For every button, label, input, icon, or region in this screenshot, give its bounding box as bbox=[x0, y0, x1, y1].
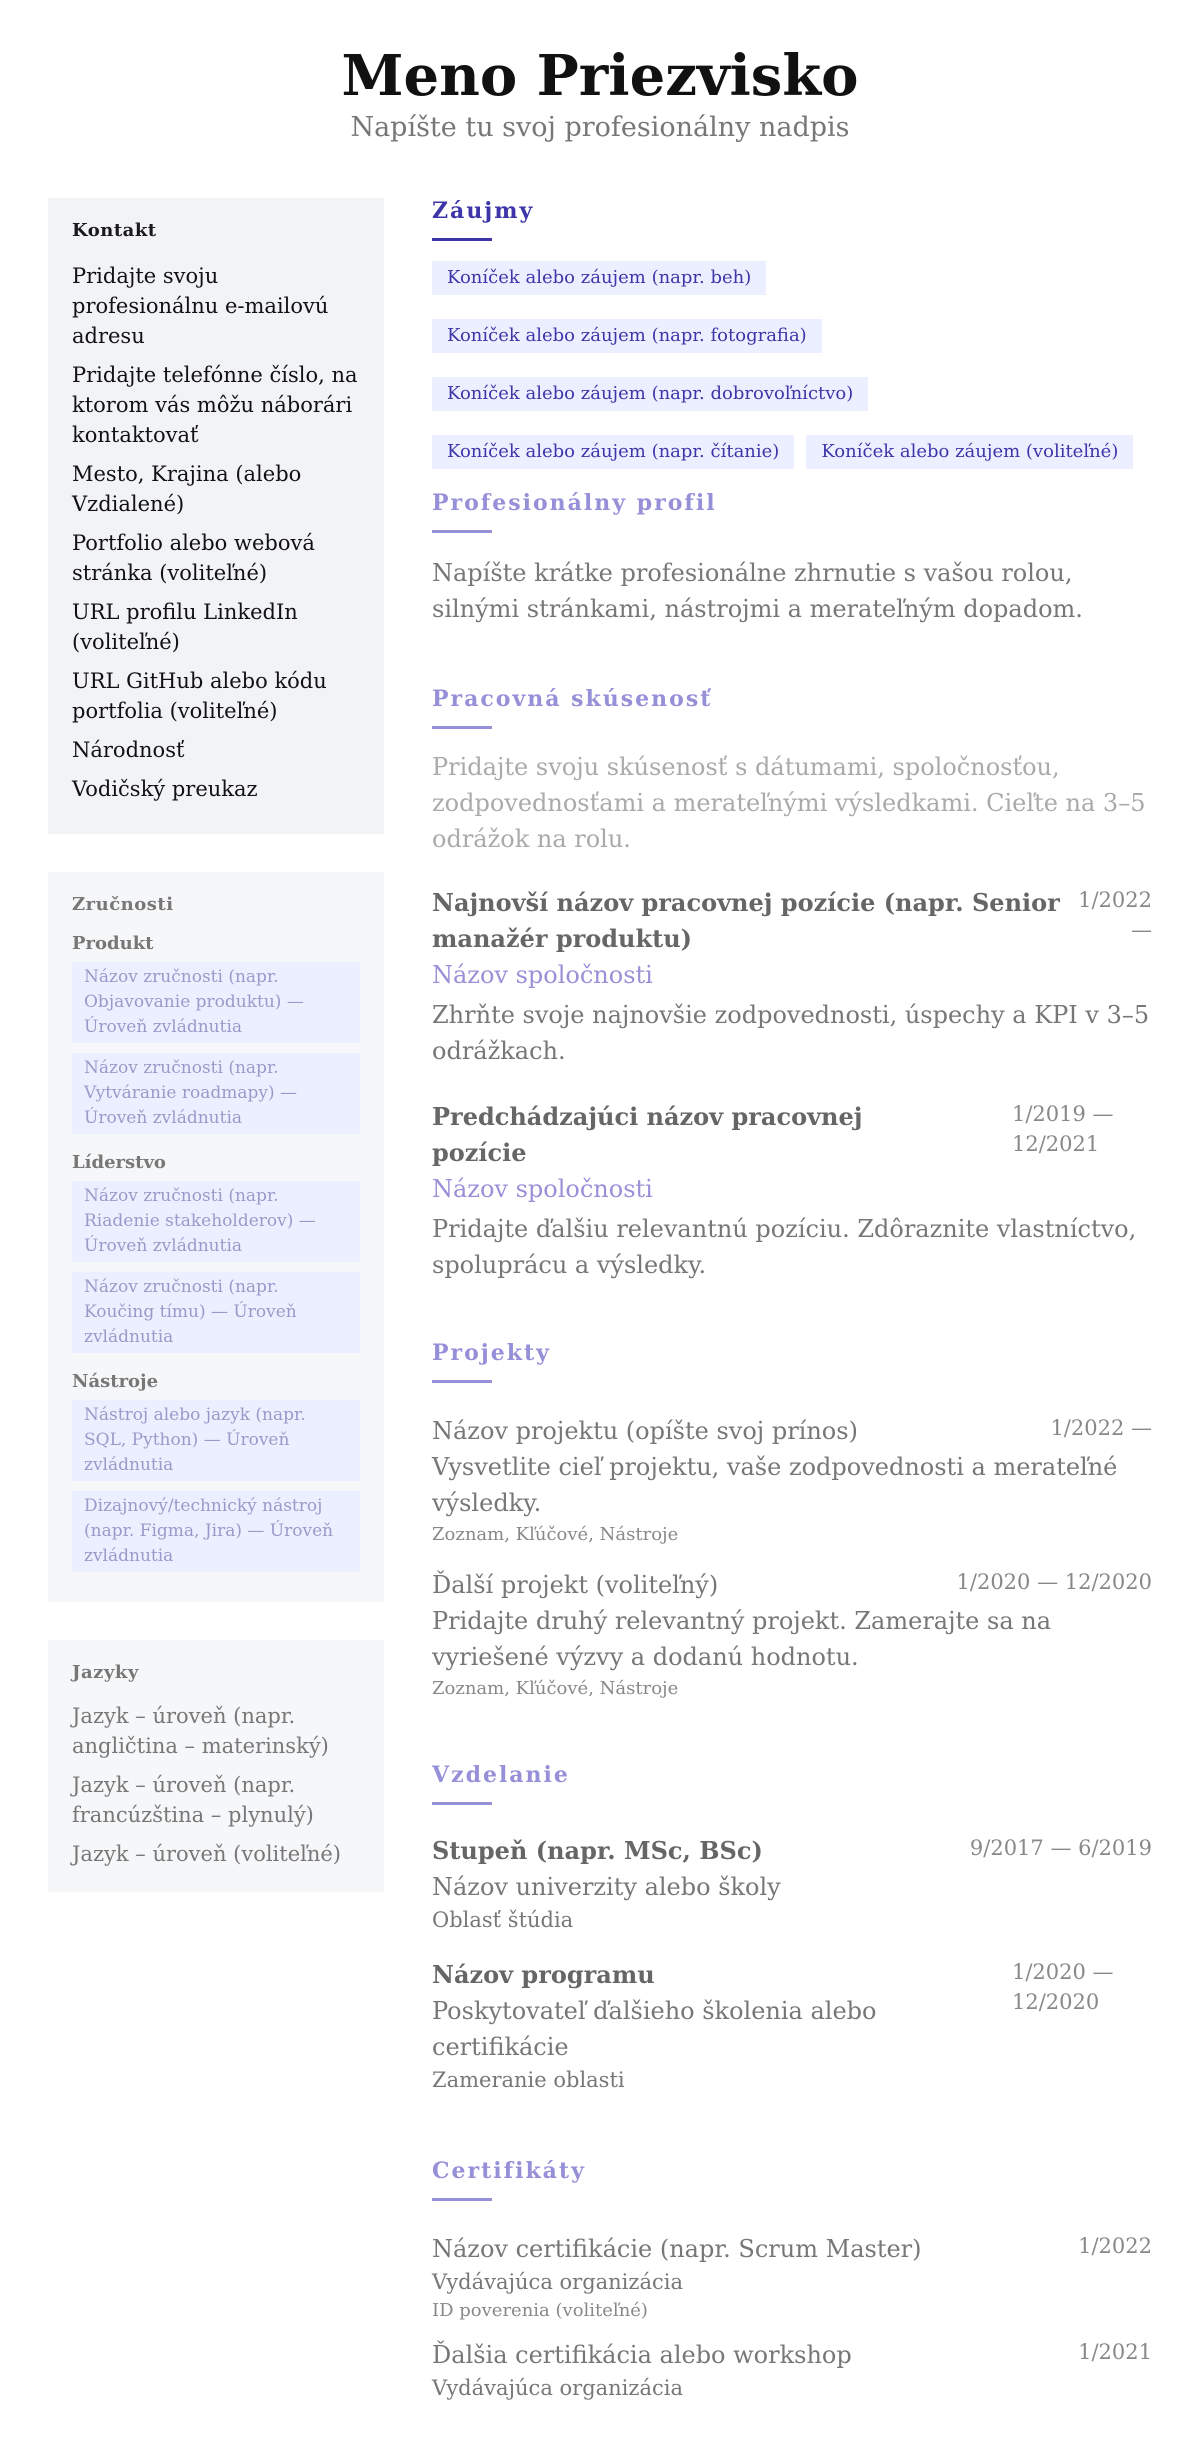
skills-box bbox=[48, 872, 384, 1602]
job-entry bbox=[432, 1099, 1152, 1171]
company-name: Názov spoločnosti bbox=[432, 1175, 653, 1203]
project-date: 1/2022 — bbox=[1050, 1416, 1152, 1440]
certificate-entry bbox=[432, 2231, 1152, 2325]
degree-name: Stupeň (napr. MSc, BSc) bbox=[432, 1836, 763, 1865]
skill-chip: Názov zručnosti (napr. Objavovanie produktu) — Úroveň zvládnutia bbox=[72, 962, 360, 1043]
skill-chip: Názov zručnosti (napr. Riadenie stakeholderov) — Úroveň zvládnutia bbox=[72, 1181, 360, 1262]
job-title: Najnovší názov pracovnej pozície (napr. Senior manažér produktu) bbox=[432, 888, 1060, 953]
languages-title: Jazyky bbox=[72, 1662, 139, 1683]
interests-title: Záujmy bbox=[432, 198, 535, 224]
program-name: Názov programu bbox=[432, 1960, 655, 1989]
skill-chip: Názov zručnosti (napr. Koučing tímu) — Úroveň zvládnutia bbox=[72, 1272, 360, 1353]
project-name: Ďalší projekt (voliteľný) bbox=[432, 1571, 719, 1599]
contact-github: URL GitHub alebo kódu portfolia (voliteľné) bbox=[72, 669, 327, 723]
interest-chip: Koníček alebo záujem (napr. beh) bbox=[432, 261, 766, 295]
job-title: Predchádzajúci názov pracovnej pozície bbox=[432, 1102, 863, 1167]
experience-intro: Pridajte svoju skúsenosť s dátumami, spoločnosťou, zodpovednosťami a merateľnými výsledkami. Cieľte na 3–5 odrážok na rolu. bbox=[432, 753, 1146, 853]
contact-portfolio: Portfolio alebo webová stránka (voliteľné) bbox=[72, 531, 315, 585]
interest-chips bbox=[432, 261, 1152, 469]
skill-group-title: Nástroje bbox=[72, 1371, 159, 1392]
experience-section bbox=[432, 686, 1152, 1283]
projects-section bbox=[432, 1340, 1152, 1703]
job-entry bbox=[432, 885, 1152, 993]
experience-title: Pracovná skúsenosť bbox=[432, 686, 713, 712]
certificate-org: Vydávajúca organizácia bbox=[432, 2270, 683, 2294]
section-underline bbox=[432, 1802, 492, 1805]
interest-chip: Koníček alebo záujem (napr. dobrovoľníctvo) bbox=[432, 377, 868, 411]
focus-area: Zameranie oblasti bbox=[432, 2068, 625, 2092]
certificates-title: Certifikáty bbox=[432, 2158, 586, 2184]
contact-location: Mesto, Krajina (alebo Vzdialené) bbox=[72, 462, 302, 516]
job-description: Pridajte ďalšiu relevantnú pozíciu. Zdôraznite vlastníctvo, spoluprácu a výsledky. bbox=[432, 1215, 1137, 1279]
section-underline bbox=[432, 2198, 492, 2201]
resume-header bbox=[0, 42, 1200, 146]
company-name: Názov spoločnosti bbox=[432, 961, 653, 989]
section-underline bbox=[432, 530, 492, 533]
education-section bbox=[432, 1762, 1152, 2095]
skill-chip: Názov zručnosti (napr. Vytváranie roadmapy) — Úroveň zvládnutia bbox=[72, 1053, 360, 1134]
language-item: Jazyk – úroveň (napr. francúzština – plynulý) bbox=[72, 1773, 314, 1827]
interest-chip: Koníček alebo záujem (napr. čítanie) bbox=[432, 435, 794, 469]
certificate-name: Ďalšia certifikácia alebo workshop bbox=[432, 2341, 852, 2369]
education-entry bbox=[432, 1957, 1152, 2095]
certificate-id: ID poverenia (voliteľné) bbox=[432, 2300, 648, 2321]
language-item: Jazyk – úroveň (voliteľné) bbox=[72, 1842, 342, 1866]
certificates-section bbox=[432, 2158, 1152, 2403]
project-name: Názov projektu (opíšte svoj prínos) bbox=[432, 1417, 858, 1445]
projects-title: Projekty bbox=[432, 1340, 551, 1366]
certificate-date: 1/2022 bbox=[1078, 2234, 1152, 2258]
profile-text: Napíšte krátke profesionálne zhrnutie s vašou rolou, silnými stránkami, nástrojmi a merateľným dopadom. bbox=[432, 559, 1083, 623]
interest-chip: Koníček alebo záujem (voliteľné) bbox=[806, 435, 1133, 469]
skill-group-product bbox=[72, 933, 360, 1134]
section-underline bbox=[432, 726, 492, 729]
profile-section bbox=[432, 490, 1152, 627]
skills-title: Zručnosti bbox=[72, 894, 174, 915]
certificate-date: 1/2021 bbox=[1078, 2340, 1152, 2364]
interests-section bbox=[432, 198, 1152, 469]
section-underline bbox=[432, 238, 492, 241]
certificate-org: Vydávajúca organizácia bbox=[432, 2376, 683, 2400]
professional-headline: Napíšte tu svoj profesionálny nadpis bbox=[350, 112, 850, 143]
education-date: 1/2020 — 12/2020 bbox=[1012, 1960, 1114, 2014]
job-description: Zhrňte svoje najnovšie zodpovednosti, úspechy a KPI v 3–5 odrážkach. bbox=[432, 1001, 1150, 1065]
skill-group-leadership bbox=[72, 1152, 360, 1353]
project-entry bbox=[432, 1567, 1152, 1603]
provider-name: Poskytovateľ ďalšieho školenia alebo certifikácie bbox=[432, 1997, 877, 2061]
job-date: 1/2022 — bbox=[1078, 888, 1152, 942]
skill-chip: Nástroj alebo jazyk (napr. SQL, Python) — Úroveň zvládnutia bbox=[72, 1400, 360, 1481]
contact-phone: Pridajte telefónne číslo, na ktorom vás môžu náborári kontaktovať bbox=[72, 363, 358, 447]
certificate-entry bbox=[432, 2337, 1152, 2403]
contact-driving-license: Vodičský preukaz bbox=[72, 777, 258, 801]
section-underline bbox=[432, 1380, 492, 1383]
contact-linkedin: URL profilu LinkedIn (voliteľné) bbox=[72, 600, 298, 654]
contact-nationality: Národnosť bbox=[72, 738, 185, 762]
project-date: 1/2020 — 12/2020 bbox=[956, 1570, 1152, 1594]
contact-email: Pridajte svoju profesionálnu e-mailovú adresu bbox=[72, 264, 329, 348]
project-description: Pridajte druhý relevantný projekt. Zamerajte sa na vyriešené výzvy a dodanú hodnotu. bbox=[432, 1607, 1052, 1671]
full-name: Meno Priezvisko bbox=[341, 43, 859, 109]
job-date: 1/2019 — 12/2021 bbox=[1012, 1102, 1114, 1156]
project-keywords: Zoznam, Kľúčové, Nástroje bbox=[432, 1678, 679, 1699]
school-name: Názov univerzity alebo školy bbox=[432, 1873, 781, 1901]
project-keywords: Zoznam, Kľúčové, Nástroje bbox=[432, 1524, 679, 1545]
contact-title: Kontakt bbox=[72, 220, 157, 241]
education-entry bbox=[432, 1833, 1152, 1935]
field-of-study: Oblasť štúdia bbox=[432, 1908, 574, 1932]
language-item: Jazyk – úroveň (napr. angličtina – materinský) bbox=[72, 1704, 329, 1758]
project-description: Vysvetlite cieľ projektu, vaše zodpovednosti a merateľné výsledky. bbox=[432, 1453, 1118, 1517]
languages-box bbox=[48, 1640, 384, 1892]
education-title: Vzdelanie bbox=[432, 1762, 570, 1788]
education-date: 9/2017 — 6/2019 bbox=[969, 1836, 1152, 1860]
certificate-name: Názov certifikácie (napr. Scrum Master) bbox=[432, 2235, 922, 2263]
skill-group-title: Produkt bbox=[72, 933, 154, 954]
skill-group-tools bbox=[72, 1371, 360, 1572]
project-entry bbox=[432, 1413, 1152, 1449]
profile-title: Profesionálny profil bbox=[432, 490, 717, 516]
skill-chip: Dizajnový/technický nástroj (napr. Figma, Jira) — Úroveň zvládnutia bbox=[72, 1491, 360, 1572]
contact-box bbox=[48, 198, 384, 834]
interest-chip: Koníček alebo záujem (napr. fotografia) bbox=[432, 319, 822, 353]
skill-group-title: Líderstvo bbox=[72, 1152, 166, 1173]
